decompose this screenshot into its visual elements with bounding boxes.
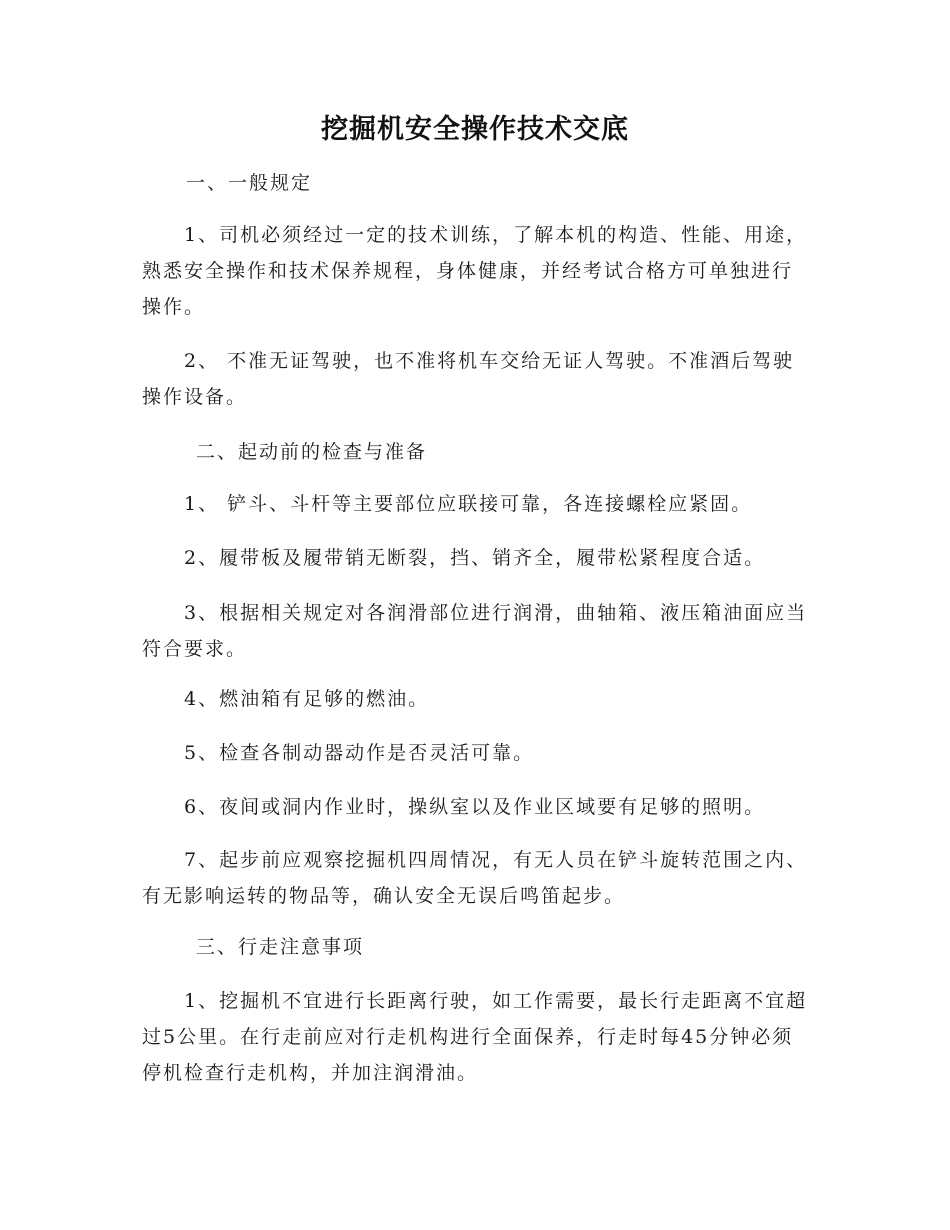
paragraph: 7、起步前应观察挖掘机四周情况，有无人员在铲斗旋转范围之内、有无影响运转的物品等，确认安全无误后鸣笛起步。 bbox=[142, 849, 808, 907]
section-heading-travel-notes: 三、行走注意事项 bbox=[196, 936, 365, 958]
paragraph: 3、根据相关规定对各润滑部位进行润滑，曲轴箱、液压箱油面应当符合要求。 bbox=[142, 602, 808, 660]
paragraph: 1、挖掘机不宜进行长距离行驶，如工作需要，最长行走距离不宜超过5公里。在行走前应对行走机构进行全面保养，行走时每45分钟必须停机检查行走机构，并加注润滑油。 bbox=[142, 990, 808, 1084]
paragraph: 4、燃油箱有足够的燃油。 bbox=[184, 688, 430, 710]
paragraph: 6、夜间或洞内作业时，操纵室以及作业区域要有足够的照明。 bbox=[184, 796, 766, 818]
paragraph: 1、 铲斗、斗杆等主要部位应联接可靠，各连接螺栓应紧固。 bbox=[184, 493, 753, 515]
paragraph: 5、检查各制动器动作是否灵活可靠。 bbox=[184, 742, 535, 764]
section-heading-general: 一、一般规定 bbox=[186, 172, 313, 194]
paragraph: 2、 不准无证驾驶，也不准将机车交给无证人驾驶。不准酒后驾驶操作设备。 bbox=[142, 350, 795, 408]
document-title: 挖掘机安全操作技术交底 bbox=[321, 114, 629, 145]
paragraph: 1、司机必须经过一定的技术训练，了解本机的构造、性能、用途，熟悉安全操作和技术保养规程，身体健康，并经考试合格方可单独进行操作。 bbox=[142, 224, 808, 318]
paragraph: 2、履带板及履带销无断裂，挡、销齐全，履带松紧程度合适。 bbox=[184, 547, 766, 569]
section-heading-pre-start-check: 二、起动前的检查与准备 bbox=[196, 441, 428, 463]
